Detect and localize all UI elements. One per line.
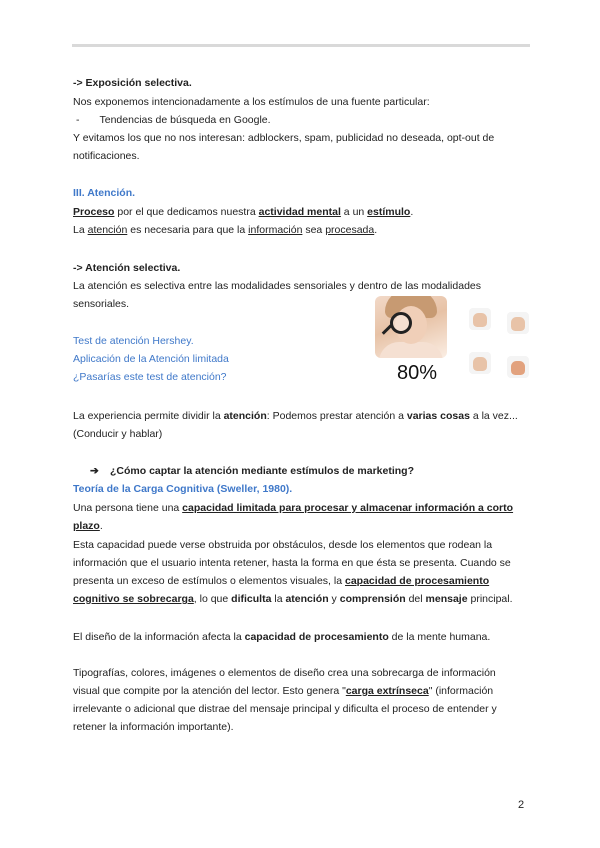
text-span: . [374, 224, 378, 236]
carga-p4-line2 [73, 682, 533, 701]
term-procesada: procesada [325, 224, 375, 236]
text-span: y [328, 593, 340, 605]
text-span: a la vez... [469, 410, 518, 422]
hand-icon [469, 352, 491, 374]
bold-term: mensaje [425, 593, 468, 605]
text-span: es necesaria para que la [127, 224, 249, 236]
exposicion-line3: notificaciones. [73, 150, 140, 162]
text-span: del [405, 593, 426, 605]
bold-term: atención [285, 593, 329, 605]
text-span: El diseño de la información afecta la [73, 631, 245, 643]
hand-icon [507, 312, 529, 334]
text-span: , lo que [193, 593, 232, 605]
bullet-text: Tendencias de búsqueda en Google. [99, 114, 271, 126]
experiencia-line2: (Conducir y hablar) [73, 428, 163, 440]
text-span: Una persona tiene una [73, 502, 183, 514]
term-carga-extrinseca: carga extrínseca [345, 685, 429, 697]
atencion-heading: III. Atención. [73, 187, 136, 199]
atencion-line2 [73, 221, 533, 240]
selectiva-line2: sensoriales. [73, 298, 130, 310]
experiencia-line1 [73, 407, 533, 426]
term-plazo: plazo [73, 520, 100, 532]
bold-term: capacidad de procesamiento [244, 631, 389, 643]
link-test-atencion[interactable]: ¿Pasarías este test de atención? [73, 371, 227, 383]
top-divider [72, 44, 530, 47]
term-proceso: Proceso [73, 206, 115, 218]
hand-icon [507, 356, 529, 378]
page-number: 2 [518, 799, 525, 811]
hand-icon [469, 308, 491, 330]
carga-p1-line1 [73, 499, 533, 518]
text-span: " (información [428, 685, 494, 697]
term-sobrecarga: cognitivo se sobrecarga [73, 593, 194, 605]
text-span: de la mente humana. [388, 631, 491, 643]
text-span: . [410, 206, 414, 218]
exposicion-bullet: - Tendencias de búsqueda en Google. [76, 114, 271, 126]
theory-title: Teoría de la Carga Cognitiva (Sweller, 1980). [73, 483, 293, 495]
term-estimulo: estímulo [367, 206, 411, 218]
bold-term: varias cosas [406, 410, 470, 422]
selectiva-title: -> Atención selectiva. [73, 262, 181, 274]
carga-p2-line2: información que el usuario intenta retener, hasta la forma en que ésta se presenta. Cuando se [73, 557, 511, 569]
text-span: por el que dedicamos nuestra [114, 206, 259, 218]
term-capacidad-procesamiento: capacidad de procesamiento [345, 575, 490, 587]
text-span: la [271, 593, 286, 605]
carga-p4-line3: irrelevante o adicional que distrae del mensaje principal y dificulta el proceso de entender y [73, 703, 497, 715]
carga-p2-line4 [73, 590, 533, 609]
woman-magnifying-glass-image [375, 296, 447, 358]
text-span: sea [302, 224, 326, 236]
carga-p4-line1: Tipografías, colores, imágenes o elementos de diseño crea una sobrecarga de información [73, 667, 496, 679]
selectiva-line1: La atención es selectiva entre las modalidades sensoriales y dentro de las modalidades [73, 280, 481, 292]
text-span: . [99, 520, 103, 532]
bold-term: comprensión [339, 593, 406, 605]
text-span: presenta un exceso de estímulos o elementos visuales, la [73, 575, 345, 587]
link-atencion-limitada[interactable]: Aplicación de la Atención limitada [73, 353, 229, 365]
carga-p4-line4: retener la información importante). [73, 721, 234, 733]
carga-p2-line1: Esta capacidad puede verse obstruida por obstáculos, desde los elementos que rodean la [73, 539, 493, 551]
link-hershey[interactable]: Test de atención Hershey. [73, 335, 194, 347]
carga-p1-line2 [73, 517, 533, 536]
exposicion-line1: Nos exponemos intencionadamente a los estímulos de una fuente particular: [73, 96, 430, 108]
text-span: La experiencia permite dividir la [73, 410, 224, 422]
attention-figure [375, 296, 535, 388]
arrow-icon: ➔ [90, 465, 99, 477]
bold-term: dificulta [231, 593, 272, 605]
term-atencion: atención [87, 224, 128, 236]
term-actividad-mental: actividad mental [258, 206, 341, 218]
text-span: : Podemos prestar atención a [266, 410, 407, 422]
term-informacion: información [248, 224, 303, 236]
text-span: principal. [467, 593, 513, 605]
question-text: ¿Cómo captar la atención mediante estímulos de marketing? [110, 465, 414, 477]
text-span: a un [340, 206, 368, 218]
text-span: La [73, 224, 88, 236]
percent-label: 80% [397, 362, 438, 384]
atencion-definition [73, 203, 533, 222]
text-span: visual que compite por la atención del lector. Esto genera " [73, 685, 346, 697]
carga-p3 [73, 628, 533, 647]
term-capacidad-limitada: capacidad limitada para procesar y almacenar información a corto [182, 502, 514, 514]
bold-term: atención [223, 410, 267, 422]
exposicion-title: -> Exposición selectiva. [73, 77, 192, 89]
marketing-question [90, 462, 550, 481]
carga-p2-line3 [73, 572, 533, 591]
exposicion-line2: Y evitamos los que no nos interesan: adblockers, spam, publicidad no deseada, opt-out de [73, 132, 495, 144]
